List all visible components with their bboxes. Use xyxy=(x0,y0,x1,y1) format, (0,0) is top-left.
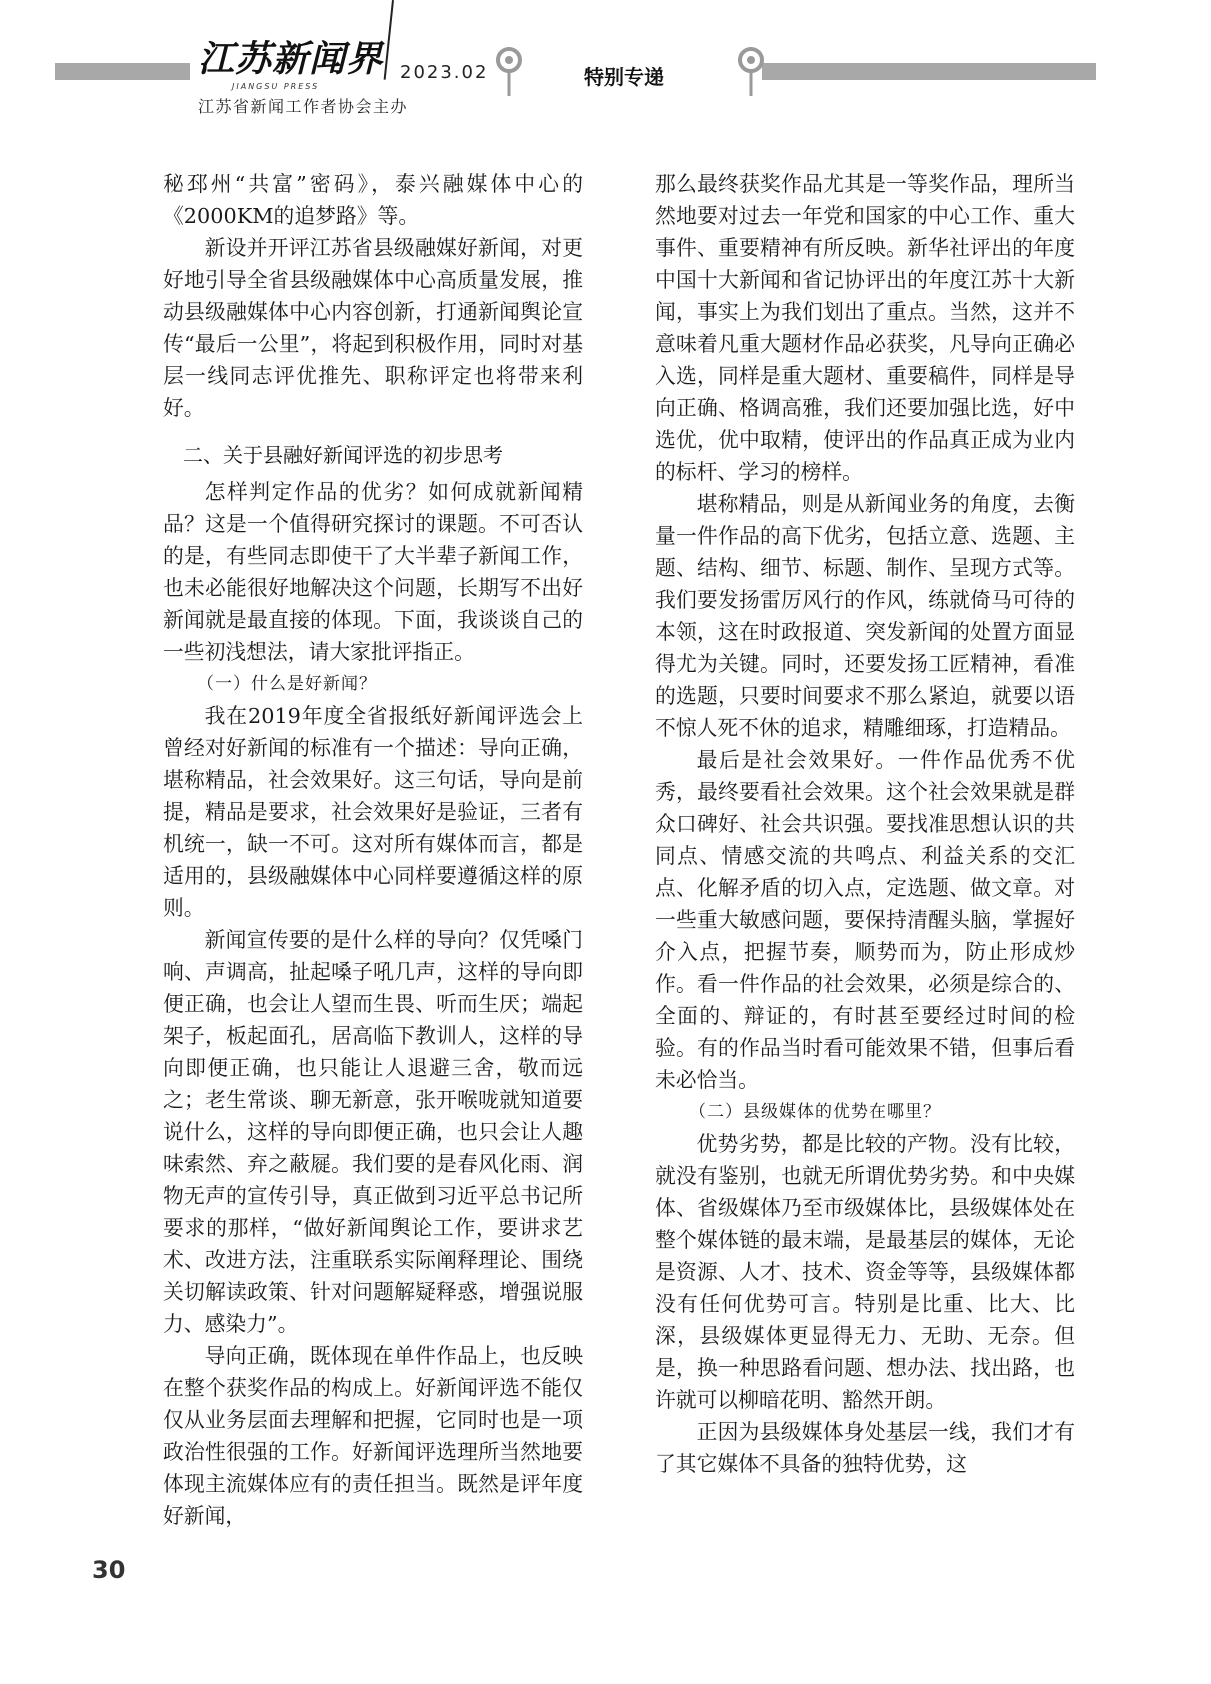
magazine-logo-english: JIANGSU PRESS xyxy=(232,82,320,91)
page-number: 30 xyxy=(92,1556,126,1584)
paragraph: 正因为县级媒体身处基层一线，我们才有了其它媒体不具备的独特优势，这 xyxy=(655,1420,1075,1476)
paragraph: 导向正确，既体现在单件作品上，也反映在整个获奖作品的构成上。好新闻评选不能仅仅从业务层面去理解和把握，它同时也是一项政治性很强的工作。好新闻评选理所当然地要体现主流媒体应有的责任担当。既然是评年度好新闻， xyxy=(163,1344,583,1528)
header-divider xyxy=(384,0,394,80)
right-column xyxy=(655,168,1075,1480)
paragraph: 我在2019年度全省报纸好新闻评选会上曾经对好新闻的标准有一个描述：导向正确，堪称精品，社会效果好。这三句话，导向是前提，精品是要求，社会效果好是验证，三者有机统一，缺一不可。这对所有媒体而言，都是适用的，县级融媒体中心同样要遵循这样的原则。 xyxy=(163,704,583,920)
section-heading: 二、关于县融好新闻评选的初步思考 xyxy=(183,443,503,467)
issue-number: 2023.02 xyxy=(400,62,489,83)
section-title: 特别专递 xyxy=(584,65,664,89)
pin-icon xyxy=(494,46,524,100)
paragraph: 秘邳州“共富”密码》，泰兴融媒体中心的《2000KM的追梦路》等。 xyxy=(163,172,583,228)
sponsor-line: 江苏省新闻工作者协会主办 xyxy=(198,97,409,116)
paragraph: 最后是社会效果好。一件作品优秀不优秀，最终要看社会效果。这个社会效果就是群众口碑好、社会共识强。要找准思想认识的共同点、情感交流的共鸣点、利益关系的交汇点、化解矛盾的切入点，定选题、做文章。对一些重大敏感问题，要保持清醒头脑，掌握好介入点，把握节奏，顺势而为，防止形成炒作。看一件作品的社会效果，必须是综合的、全面的、辩证的，有时甚至要经过时间的检验。有的作品当时看可能效果不错，但事后看未必恰当。 xyxy=(655,748,1075,1092)
paragraph: 堪称精品，则是从新闻业务的角度，去衡量一件作品的高下优劣，包括立意、选题、主题、结构、细节、标题、制作、呈现方式等。我们要发扬雷厉风行的作风，练就倚马可待的本领，这在时政报道、突发新闻的处置方面显得尤为关键。同时，还要发扬工匠精神，看准的选题，只要时间要求不那么紧迫，就要以语不惊人死不休的追求，精雕细琢，打造精品。 xyxy=(655,492,1075,740)
paragraph: 新设并开评江苏省县级融媒好新闻，对更好地引导全省县级融媒体中心高质量发展，推动县级融媒体中心内容创新，打通新闻舆论宣传“最后一公里”，将起到积极作用，同时对基层一线同志评优推先、职称评定也将带来利好。 xyxy=(163,236,583,420)
subheading: （一）什么是好新闻？ xyxy=(197,674,377,694)
paragraph: 怎样判定作品的优劣？如何成就新闻精品？这是一个值得研究探讨的课题。不可否认的是，有些同志即使干了大半辈子新闻工作，也未必能很好地解决这个问题，长期写不出好新闻就是最直接的体现。下面，我谈谈自己的一些初浅想法，请大家批评指正。 xyxy=(163,480,583,664)
magazine-logo: 江苏新闻界 xyxy=(198,39,384,80)
header-bar-left xyxy=(55,63,190,80)
paragraph: 那么最终获奖作品尤其是一等奖作品，理所当然地要对过去一年党和国家的中心工作、重大事件、重要精神有所反映。新华社评出的年度中国十大新闻和省记协评出的年度江苏十大新闻，事实上为我们划出了重点。当然，这并不意味着凡重大题材作品必获奖，凡导向正确必入选，同样是重大题材、重要稿件，同样是导向正确、格调高雅，我们还要加强比选，好中选优，优中取精，使评出的作品真正成为业内的标杆、学习的榜样。 xyxy=(655,172,1075,484)
subheading: （二）县级媒体的优势在哪里？ xyxy=(689,1102,941,1122)
paragraph: 新闻宣传要的是什么样的导向？仅凭嗓门响、声调高，扯起嗓子吼几声，这样的导向即便正确，也会让人望而生畏、听而生厌；端起架子，板起面孔，居高临下教训人，这样的导向即便正确，也只能让人退避三舍，敬而远之；老生常谈、聊无新意，张开喉咙就知道要说什么，这样的导向即便正确，也只会让人趣味索然、弃之蔽屣。我们要的是春风化雨、润物无声的宣传引导，真正做到习近平总书记所要求的那样，“做好新闻舆论工作，要讲求艺术、改进方法，注重联系实际阐释理论、围绕关切解读政策、针对问题解疑释惑，增强说服力、感染力”。 xyxy=(163,928,583,1336)
header-bar-right xyxy=(762,63,1096,80)
pin-icon xyxy=(736,46,766,100)
paragraph: 优势劣势，都是比较的产物。没有比较，就没有鉴别，也就无所谓优势劣势。和中央媒体、省级媒体乃至市级媒体比，县级媒体处在整个媒体链的最末端，是最基层的媒体，无论是资源、人才、技术、资金等等，县级媒体都没有任何优势可言。特别是比重、比大、比深，县级媒体更显得无力、无助、无奈。但是，换一种思路看问题、想办法、找出路，也许就可以柳暗花明、豁然开朗。 xyxy=(655,1132,1075,1412)
left-column xyxy=(163,168,583,1532)
